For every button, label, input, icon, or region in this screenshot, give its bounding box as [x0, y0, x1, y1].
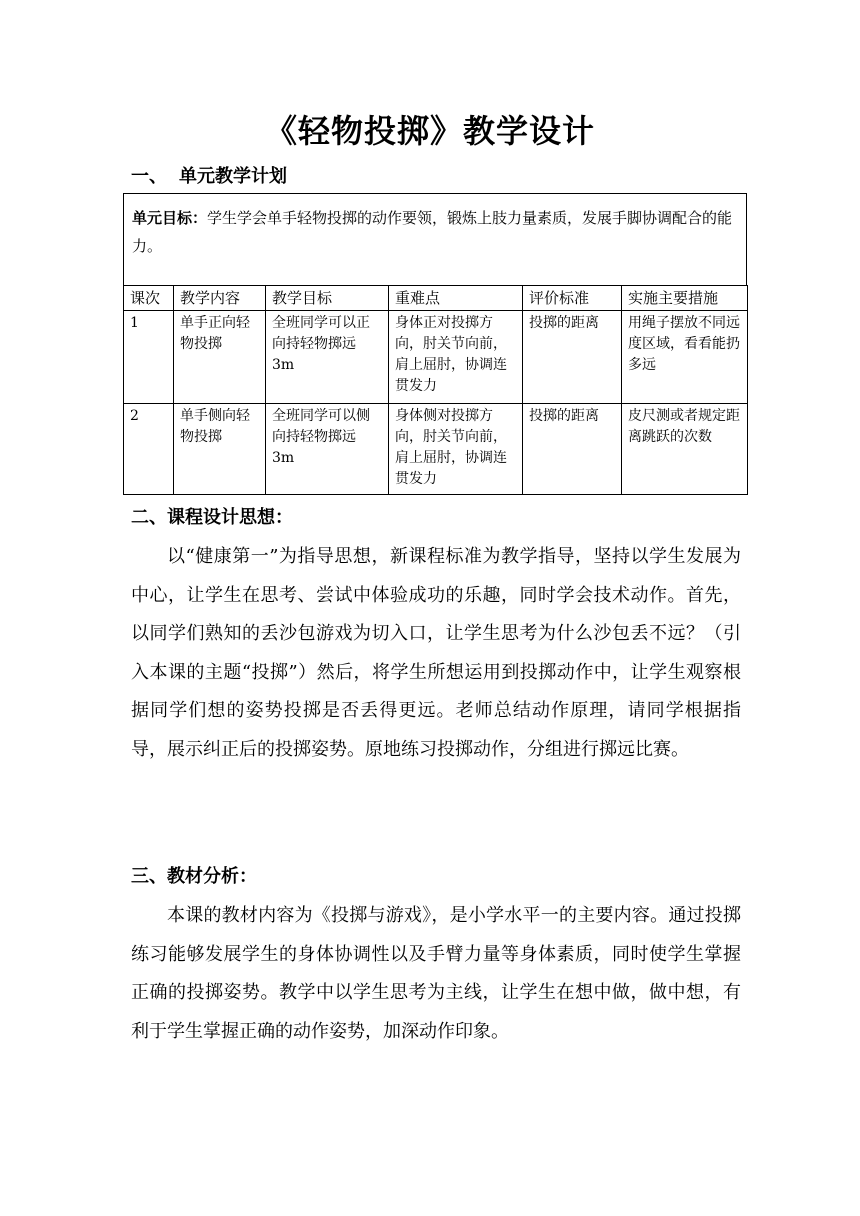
table-row — [124, 311, 748, 404]
section-3-heading: 三、教材分析： — [131, 866, 257, 887]
document-title: 《轻物投掷》教学设计 — [264, 112, 595, 150]
section-2-paragraph: 以“健康第一”为指导思想，新课程标准为教学指导，坚持以学生发展为中心，让学生在思考、尝试中体验成功的乐趣，同时学会技术动作。首先，以同学们熟知的丢沙包游戏为切入口，让学生思考为什么沙包丢不远？（引入本课的主题“投掷”）然后，将学生所想运用到投掷动作中，让学生观察根据同学们想的姿势投掷是否丢得更远。老师总结动作原理，请同学根据指导，展示纠正后的投掷姿势。原地练习投掷动作，分组进行掷远比赛。 — [131, 546, 741, 760]
table-row — [124, 404, 748, 495]
table-cell: 投掷的距离 — [523, 404, 622, 495]
table-cell: 单手正向轻物投掷 — [174, 311, 266, 404]
table-cell: 皮尺测或者规定距离跳跃的次数 — [622, 404, 748, 495]
section-1-title: 单元教学计划 — [179, 166, 287, 187]
table-cell: 身体侧对投掷方向，肘关节向前，肩上屈肘，协调连贯发力 — [389, 404, 523, 495]
table-cell: 投掷的距离 — [523, 311, 622, 404]
table-header-row — [124, 286, 748, 311]
unit-goal-label: 单元目标： — [132, 209, 208, 227]
table-cell: 用绳子摆放不同远度区域，看看能扔多远 — [622, 311, 748, 404]
table-header-cell: 课次 — [124, 286, 174, 311]
unit-goal-box — [123, 193, 747, 285]
section-1-number: 一、 — [131, 166, 167, 187]
table-cell: 1 — [124, 311, 174, 404]
table-header-cell: 教学目标 — [266, 286, 389, 311]
table-header-cell: 评价标准 — [523, 286, 622, 311]
table-cell: 单手侧向轻物投掷 — [174, 404, 266, 495]
table-cell: 身体正对投掷方向，肘关节向前，肩上屈肘，协调连贯发力 — [389, 311, 523, 404]
table-header-cell: 重难点 — [389, 286, 523, 311]
table-cell: 全班同学可以侧向持轻物掷远 3m — [266, 404, 389, 495]
table-cell: 2 — [124, 404, 174, 495]
table-header-cell: 教学内容 — [174, 286, 266, 311]
table-header-cell: 实施主要措施 — [622, 286, 748, 311]
section-2-heading: 二、课程设计思想： — [131, 507, 293, 528]
table-cell: 全班同学可以正向持轻物掷远 3m — [266, 311, 389, 404]
unit-goal-text: 学生学会单手轻物投掷的动作要领，锻炼上肢力量素质，发展手脚协调配合的能力。 — [132, 209, 733, 255]
unit-plan-table — [123, 285, 748, 495]
section-1-heading — [131, 162, 287, 188]
section-3-paragraph: 本课的教材内容为《投掷与游戏》，是小学水平一的主要内容。通过投掷练习能够发展学生的身体协调性以及手臂力量等身体素质，同时使学生掌握正确的投掷姿势。教学中以学生思考为主线，让学生在想中做，做中想，有利于学生掌握正确的动作姿势，加深动作印象。 — [131, 905, 741, 1042]
